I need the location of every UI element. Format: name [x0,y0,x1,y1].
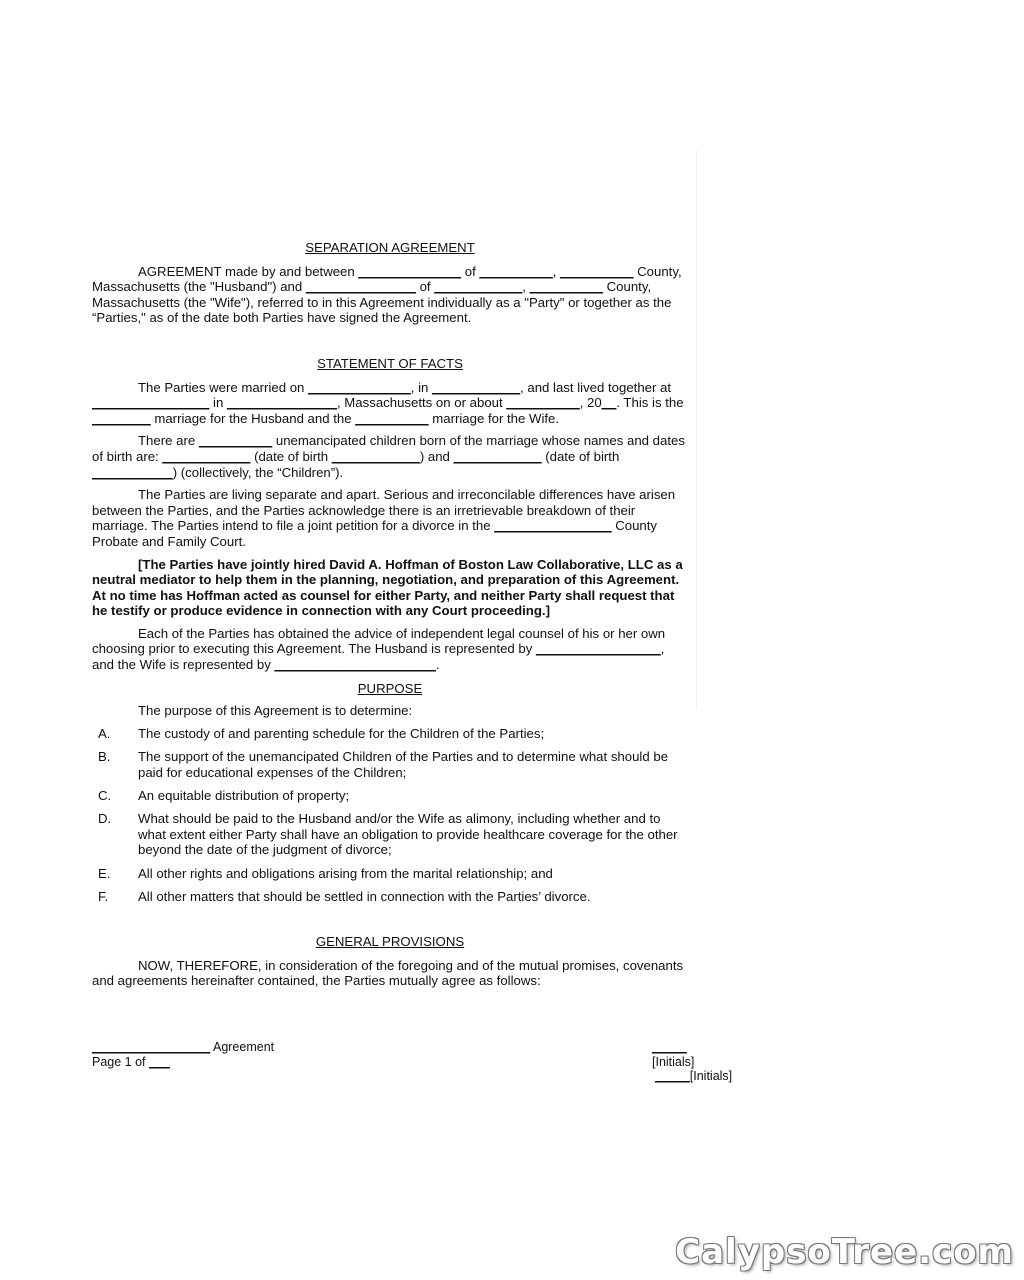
fill-blank: __ [601,395,617,411]
intro-text: County, Massachusetts (the "Wife"), referred to in this Agreement individually as a "Party" or together as the “Parties," as of the date both Parties have signed the Agreement. [92,279,672,326]
fill-blank: __________ [529,279,603,295]
paragraph-text: , in [410,379,429,395]
fill-blank: ____________ [453,448,542,464]
page-footer [92,1040,733,1083]
fill-blank: _____ [652,1040,687,1054]
initials-label: [Initials] [652,1055,695,1069]
list-letter: A. [98,726,111,742]
facts-paragraph-marriage [92,380,688,427]
fill-blank: ________________ [92,395,210,411]
fill-blank: __________ [479,263,553,279]
paragraph-text: , and last lived together at [520,379,672,395]
fill-blank: ___________ [92,464,173,480]
fill-blank: ____________ [434,279,523,295]
section-heading-facts: STATEMENT OF FACTS [317,355,463,371]
purpose-intro: The purpose of this Agreement is to determine: [138,703,413,719]
list-item-text: What should be paid to the Husband and/or the Wife as alimony, including whether and to what extent either Party shall have an obligation to provide healthcare coverage for the other beyond the date of the judgment of divorce; [138,811,678,858]
paragraph-text: Each of the Parties has obtained the advice of independent legal counsel of his or her own choosing prior to executing this Agreement. The Husband is represented by [92,625,666,657]
fill-blank: ___ [149,1055,170,1069]
document-body [92,240,688,989]
paragraph-text: There are [138,433,196,449]
list-item [92,866,688,882]
fill-blank: ______________ [358,263,462,279]
list-letter: E. [98,865,111,881]
general-provisions-text: NOW, THEREFORE, in consideration of the foregoing and of the mutual promises, covenants and agreements hereinafter contained, the Parties mutually agree as follows: [92,957,684,989]
fill-blank: ______________________ [274,657,436,673]
facts-paragraph-counsel [92,626,688,673]
footer-agreement-line [92,1040,652,1055]
intro-text: , [552,263,557,279]
list-item [92,749,688,780]
list-item-text: All other rights and obligations arising from the marital relationship; and [138,865,553,881]
paragraph-text: . [435,657,440,673]
paragraph-text: in [213,395,224,411]
intro-text: AGREEMENT made by and between [138,263,355,279]
paragraph-text: ) and [419,448,450,464]
list-item [92,811,688,858]
fill-blank: _________________ [92,1040,211,1054]
page-edge-line [696,150,697,710]
fill-blank: __________ [198,433,273,449]
fill-blank: _________________ [536,641,661,657]
list-letter: B. [98,749,111,765]
list-item-text: An equitable distribution of property; [138,788,350,804]
list-letter: D. [98,811,112,827]
fill-blank: _____ [655,1069,690,1083]
list-item [92,726,688,742]
document-title: SEPARATION AGREEMENT [305,240,475,255]
list-item [92,889,688,905]
paragraph-text: The Parties were married on [138,379,305,395]
fill-blank: ________________ [494,518,612,534]
paragraph-text: (date of birth [545,448,620,464]
watermark-logo: CalypsoTree.com [675,1232,1014,1272]
section-heading-purpose: PURPOSE [357,680,423,696]
fill-blank: ____________ [331,448,420,464]
paragraph-text: The Parties are living separate and apart. Serious and irreconcilable differences have arisen between the Parties, and the Parties acknowledge there is an irretrievable breakdown of their marriage. The Parties intend to file a joint petition for a divorce in the [92,487,676,534]
fill-blank: __________ [355,410,429,426]
fill-blank: _______________ [226,395,337,411]
list-letter: F. [98,888,109,904]
intro-text: , [522,279,526,295]
intro-text: County, Massachusetts (the "Husband") and [92,263,682,295]
paragraph-text: (date of birth [254,448,329,464]
paragraph-text: unemancipated children born of the marriage whose names and dates of birth are: [92,433,685,464]
list-item-text: The custody of and parenting schedule for the Children of the Parties; [138,726,545,742]
paragraph-text: County Probate and Family Court. [92,518,658,549]
paragraph-text: marriage for the Wife. [432,410,560,426]
intro-text: of [464,263,476,279]
list-item-text: All other matters that should be settled in connection with the Parties’ divorce. [138,888,591,904]
facts-paragraph-children [92,433,688,480]
initials-label: [Initials] [689,1069,733,1083]
fill-blank: __________ [560,263,634,279]
fill-blank: ______________ [308,379,411,395]
mediator-notice: [The Parties have jointly hired David A. Hoffman of Boston Law Collaborative, LLC as a neutral mediator to help them in the planning, negotiation, and preparation of this Agreement. At no time has Hoffman acted as counsel for either Party, and neither Party shall request that he testify or produce evidence in connection with any Court proceeding.] [92,556,683,619]
facts-paragraph-separation [92,487,688,549]
list-item [92,788,688,804]
paragraph-text: . This is the [616,395,684,411]
list-letter: C. [98,788,112,804]
purpose-list [92,726,688,904]
paragraph-text: , Massachusetts on or about [336,395,503,411]
footer-agreement-label: Agreement [212,1040,275,1054]
footer-page-number [92,1055,652,1070]
fill-blank: ________ [92,410,151,426]
paragraph-text: , and the Wife is represented by [92,641,665,673]
intro-paragraph [92,264,688,326]
paragraph-text: ) (collectively, the “Children”). [172,464,344,480]
initials-line-2 [655,1069,732,1084]
fill-blank: __________ [506,395,580,411]
section-heading-general: GENERAL PROVISIONS [315,934,465,950]
initials-line-1 [652,1040,694,1070]
paragraph-text: marriage for the Husband and the [154,410,352,426]
footer-page-label: Page 1 of [92,1055,146,1069]
paragraph-text: , 20 [579,395,602,411]
list-item-text: The support of the unemancipated Children of the Parties and to determine what should be paid for educational expenses of the Children; [138,749,669,781]
intro-text: of [419,279,431,295]
fill-blank: ____________ [432,379,521,395]
fill-blank: _______________ [305,279,416,295]
fill-blank: ____________ [162,448,251,464]
